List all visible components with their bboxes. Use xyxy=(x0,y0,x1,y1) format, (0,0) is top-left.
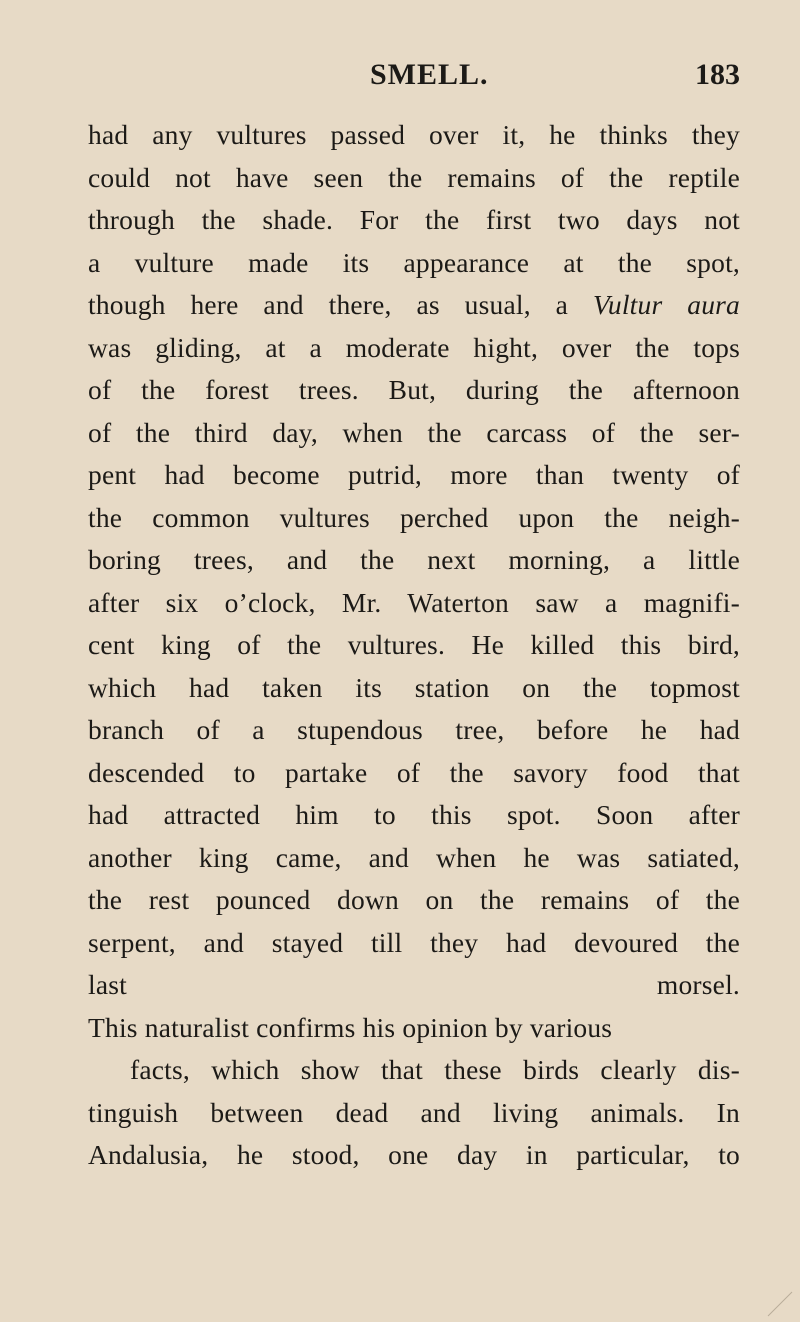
text-line: the rest pounced down on the remains of the xyxy=(88,884,740,915)
running-head: SMELL. xyxy=(370,58,489,91)
text-line: This naturalist confirms his opinion by various xyxy=(88,1011,613,1043)
page-header xyxy=(88,58,740,98)
text-line: Andalusia, he stood, one day in particular, to xyxy=(88,1139,740,1170)
text-line xyxy=(88,284,740,327)
text-line: serpent, and stayed till they had devoured the xyxy=(88,926,740,958)
body-text xyxy=(88,114,740,1219)
text-line: which had taken its station on the topmost xyxy=(88,671,740,703)
text-line: boring trees, and the next morning, a little xyxy=(88,544,740,575)
text-line: of the third day, when the carcass of the ser- xyxy=(88,416,740,448)
text-line: another king came, and when he was satiated, xyxy=(88,841,740,873)
text-line: a vulture made its appearance at the spot, xyxy=(88,246,740,278)
page-corner-mark xyxy=(764,1288,794,1318)
text-line: was gliding, at a moderate hight, over the tops xyxy=(88,331,740,363)
text-line: facts, which show that these birds clearly dis- xyxy=(130,1054,740,1085)
text-line: tinguish between dead and living animals. In xyxy=(88,1096,740,1128)
text-line: after six o’clock, Mr. Waterton saw a magnifi- xyxy=(88,586,740,618)
text-line: descended to partake of the savory food that xyxy=(88,756,740,788)
text-line: the common vultures perched upon the neigh- xyxy=(88,501,740,533)
text-line: through the shade. For the first two days not xyxy=(88,204,740,235)
text-line: cent king of the vultures. He killed this bird, xyxy=(88,629,740,660)
species-name: Vultur aura xyxy=(592,289,740,320)
text-line: had any vultures passed over it, he thinks they xyxy=(88,119,740,150)
text-line: pent had become putrid, more than twenty of xyxy=(88,459,740,490)
text-line: branch of a stupendous tree, before he had xyxy=(88,714,740,745)
page-number: 183 xyxy=(695,58,740,91)
text-line: of the forest trees. But, during the afternoon xyxy=(88,374,740,405)
text-line: had attracted him to this spot. Soon after xyxy=(88,799,740,830)
text-line xyxy=(88,1177,740,1220)
text-line: could not have seen the remains of the reptile xyxy=(88,161,740,193)
text-line: last morsel. xyxy=(88,969,740,1000)
text-line-segment: though here and there, as usual, a xyxy=(88,289,569,320)
